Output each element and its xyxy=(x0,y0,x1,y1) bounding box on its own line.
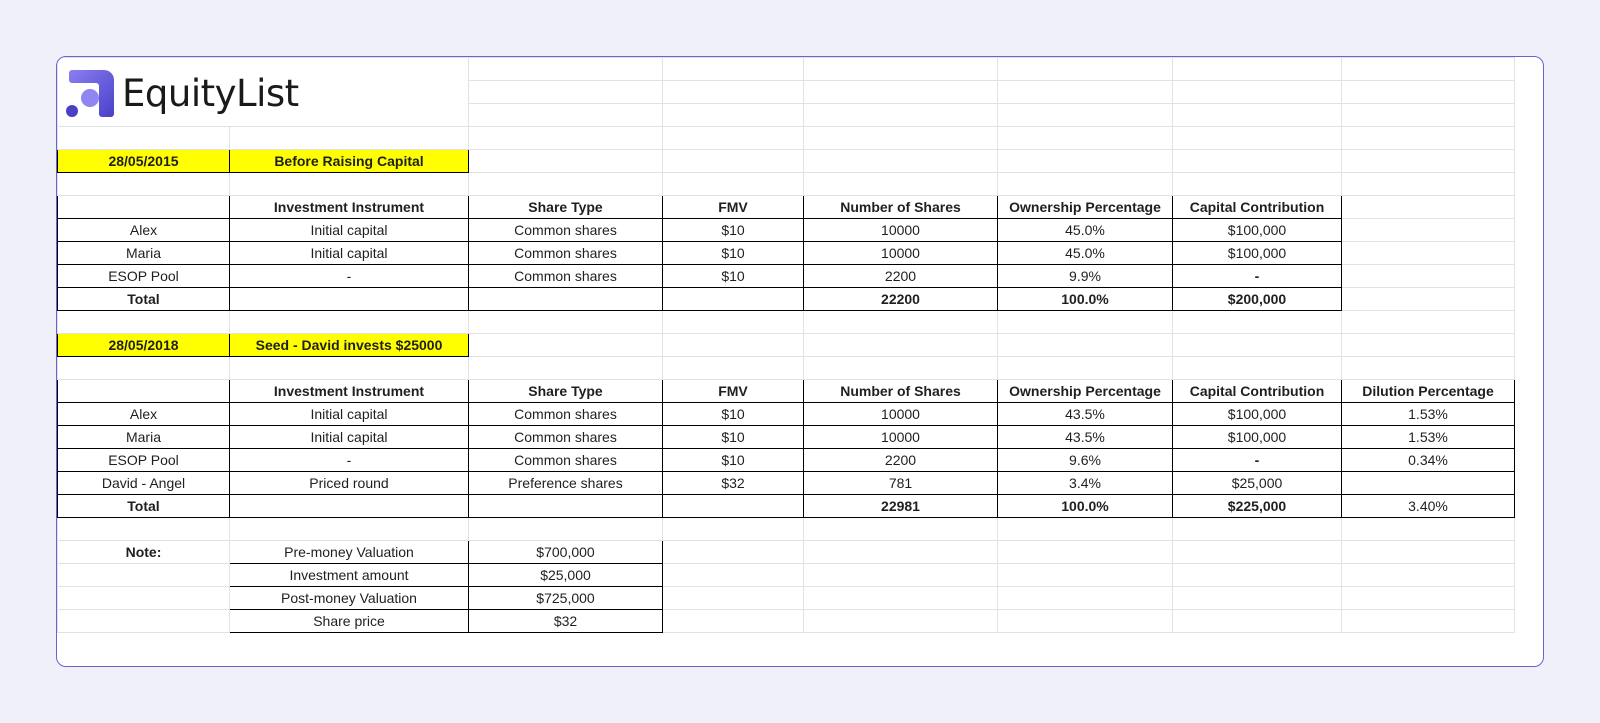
cell: 781 xyxy=(804,472,998,495)
note-item-label: Pre-money Valuation xyxy=(230,541,469,564)
header-share-type: Share Type xyxy=(469,196,663,219)
total-shares: 22200 xyxy=(804,288,998,311)
total-ownership: 100.0% xyxy=(998,495,1173,518)
cell: 43.5% xyxy=(998,426,1173,449)
cell: Common shares xyxy=(469,219,663,242)
total-capital: $225,000 xyxy=(1173,495,1342,518)
cell: 2200 xyxy=(804,449,998,472)
total-capital: $200,000 xyxy=(1173,288,1342,311)
header-number-of-shares: Number of Shares xyxy=(804,196,998,219)
header-fmv: FMV xyxy=(663,196,804,219)
total-label: Total xyxy=(58,288,230,311)
logo-cell xyxy=(58,58,469,127)
cell: Initial capital xyxy=(230,219,469,242)
cell: 45.0% xyxy=(998,219,1173,242)
header-capital-contribution: Capital Contribution xyxy=(1173,196,1342,219)
cell: - xyxy=(1173,265,1342,288)
table-row xyxy=(58,219,1515,242)
cell: Initial capital xyxy=(230,242,469,265)
cell: - xyxy=(1173,449,1342,472)
spreadsheet-grid xyxy=(57,57,1515,633)
cell: Common shares xyxy=(469,403,663,426)
note-item-label: Post-money Valuation xyxy=(230,587,469,610)
total-label: Total xyxy=(58,495,230,518)
table-row xyxy=(58,472,1515,495)
cell: 0.34% xyxy=(1342,449,1515,472)
cell: 10000 xyxy=(804,403,998,426)
cell xyxy=(1342,472,1515,495)
header-fmv: FMV xyxy=(663,380,804,403)
brand-logo xyxy=(58,58,468,118)
note-item-value: $25,000 xyxy=(469,564,663,587)
cell: 45.0% xyxy=(998,242,1173,265)
table-row xyxy=(58,265,1515,288)
note-row xyxy=(58,587,1515,610)
cell: 10000 xyxy=(804,242,998,265)
cell: Maria xyxy=(58,426,230,449)
cell: Initial capital xyxy=(230,426,469,449)
spreadsheet-card xyxy=(56,56,1544,667)
section2-title: Seed - David invests $25000 xyxy=(230,334,469,357)
note-item-value: $32 xyxy=(469,610,663,633)
cell: 3.4% xyxy=(998,472,1173,495)
section1-date: 28/05/2015 xyxy=(58,150,230,173)
total-row xyxy=(58,288,1515,311)
cell: ESOP Pool xyxy=(58,265,230,288)
note-item-label: Investment amount xyxy=(230,564,469,587)
cell: 1.53% xyxy=(1342,426,1515,449)
cell: 9.9% xyxy=(998,265,1173,288)
cell: 9.6% xyxy=(998,449,1173,472)
total-row xyxy=(58,495,1515,518)
total-ownership: 100.0% xyxy=(998,288,1173,311)
cell: Alex xyxy=(58,403,230,426)
cell: $10 xyxy=(663,219,804,242)
note-item-value: $725,000 xyxy=(469,587,663,610)
cell: $32 xyxy=(663,472,804,495)
header-number-of-shares: Number of Shares xyxy=(804,380,998,403)
cell: Preference shares xyxy=(469,472,663,495)
cell: Common shares xyxy=(469,242,663,265)
cell: $10 xyxy=(663,242,804,265)
cell: $25,000 xyxy=(1173,472,1342,495)
section1-title: Before Raising Capital xyxy=(230,150,469,173)
header-capital-contribution: Capital Contribution xyxy=(1173,380,1342,403)
cell: Common shares xyxy=(469,426,663,449)
cell: $10 xyxy=(663,449,804,472)
header-share-type: Share Type xyxy=(469,380,663,403)
note-label: Note: xyxy=(58,541,230,564)
cell: Common shares xyxy=(469,449,663,472)
header-ownership-percentage: Ownership Percentage xyxy=(998,380,1173,403)
cell: $100,000 xyxy=(1173,403,1342,426)
note-item-value: $700,000 xyxy=(469,541,663,564)
note-row xyxy=(58,610,1515,633)
cell: $10 xyxy=(663,426,804,449)
cell: David - Angel xyxy=(58,472,230,495)
cell: - xyxy=(230,449,469,472)
section2-date: 28/05/2018 xyxy=(58,334,230,357)
cell: 10000 xyxy=(804,426,998,449)
table-row xyxy=(58,403,1515,426)
note-item-label: Share price xyxy=(230,610,469,633)
cell: $100,000 xyxy=(1173,242,1342,265)
note-row xyxy=(58,541,1515,564)
cell: $10 xyxy=(663,265,804,288)
cell: 10000 xyxy=(804,219,998,242)
note-row xyxy=(58,564,1515,587)
table-row xyxy=(58,242,1515,265)
total-shares: 22981 xyxy=(804,495,998,518)
cell: 2200 xyxy=(804,265,998,288)
table-row xyxy=(58,426,1515,449)
cell: $10 xyxy=(663,403,804,426)
header-investment-instrument: Investment Instrument xyxy=(230,380,469,403)
header-ownership-percentage: Ownership Percentage xyxy=(998,196,1173,219)
header-dilution-percentage: Dilution Percentage xyxy=(1342,380,1515,403)
equitylist-logo-icon xyxy=(66,68,116,118)
cell: $100,000 xyxy=(1173,219,1342,242)
cell: 43.5% xyxy=(998,403,1173,426)
cell: Maria xyxy=(58,242,230,265)
cell: $100,000 xyxy=(1173,426,1342,449)
cell: 1.53% xyxy=(1342,403,1515,426)
cell: Initial capital xyxy=(230,403,469,426)
brand-name: EquityList xyxy=(122,71,299,115)
section1-header-row xyxy=(58,196,1515,219)
section2-header-row xyxy=(58,380,1515,403)
header-investment-instrument: Investment Instrument xyxy=(230,196,469,219)
cell: Alex xyxy=(58,219,230,242)
cell: ESOP Pool xyxy=(58,449,230,472)
cell: - xyxy=(230,265,469,288)
table-row xyxy=(58,449,1515,472)
cell: Priced round xyxy=(230,472,469,495)
cell: Common shares xyxy=(469,265,663,288)
total-dilution: 3.40% xyxy=(1342,495,1515,518)
